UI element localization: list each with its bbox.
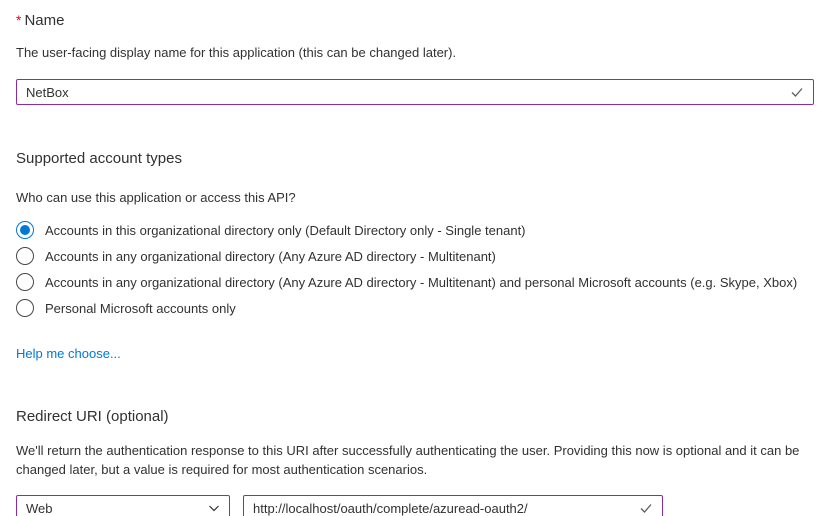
radio-dot xyxy=(20,303,30,313)
radio-option-label: Accounts in any organizational directory (Any Azure AD directory - Multitenant) and personal Microsoft accounts (e.g. Skype, Xbox) xyxy=(45,274,798,290)
platform-select-value: Web xyxy=(26,500,53,516)
required-asterisk: * xyxy=(16,12,22,28)
redirect-uri-description: We'll return the authentication response to this URI after successfully authenticating the user. Providing this now is optional and it can be changed later, but a value is required for most authentication scenarios. xyxy=(16,443,800,477)
name-input[interactable] xyxy=(17,85,813,100)
radio-button[interactable] xyxy=(16,299,34,317)
account-types-radio-group xyxy=(16,217,813,321)
radio-option-multitenant-personal[interactable] xyxy=(16,269,813,295)
radio-option-single-tenant[interactable] xyxy=(16,217,813,243)
redirect-uri-input[interactable] xyxy=(244,501,662,516)
name-label-text: Name xyxy=(24,12,65,29)
radio-option-label: Personal Microsoft accounts only xyxy=(45,300,236,316)
redirect-uri-row xyxy=(16,495,813,516)
supported-account-types-title: Supported account types xyxy=(16,150,182,167)
chevron-down-icon xyxy=(207,501,221,515)
name-input-container xyxy=(16,79,814,105)
help-me-choose-link[interactable]: Help me choose... xyxy=(16,346,121,361)
radio-button[interactable] xyxy=(16,247,34,265)
redirect-uri-input-container xyxy=(243,495,663,516)
account-types-question: Who can use this application or access this API? xyxy=(16,190,296,205)
radio-button[interactable] xyxy=(16,273,34,291)
radio-button[interactable] xyxy=(16,221,34,239)
name-field-description: The user-facing display name for this application (this can be changed later). xyxy=(16,45,457,60)
platform-select[interactable] xyxy=(16,495,230,516)
radio-option-personal-only[interactable] xyxy=(16,295,813,321)
radio-option-label: Accounts in any organizational directory (Any Azure AD directory - Multitenant) xyxy=(45,248,496,264)
redirect-uri-title: Redirect URI (optional) xyxy=(16,408,169,425)
radio-dot xyxy=(20,251,30,261)
radio-option-multitenant[interactable] xyxy=(16,243,813,269)
name-field-label xyxy=(16,12,813,29)
radio-dot xyxy=(20,225,30,235)
radio-dot xyxy=(20,277,30,287)
radio-option-label: Accounts in this organizational directory only (Default Directory only - Single tenant) xyxy=(45,222,526,238)
